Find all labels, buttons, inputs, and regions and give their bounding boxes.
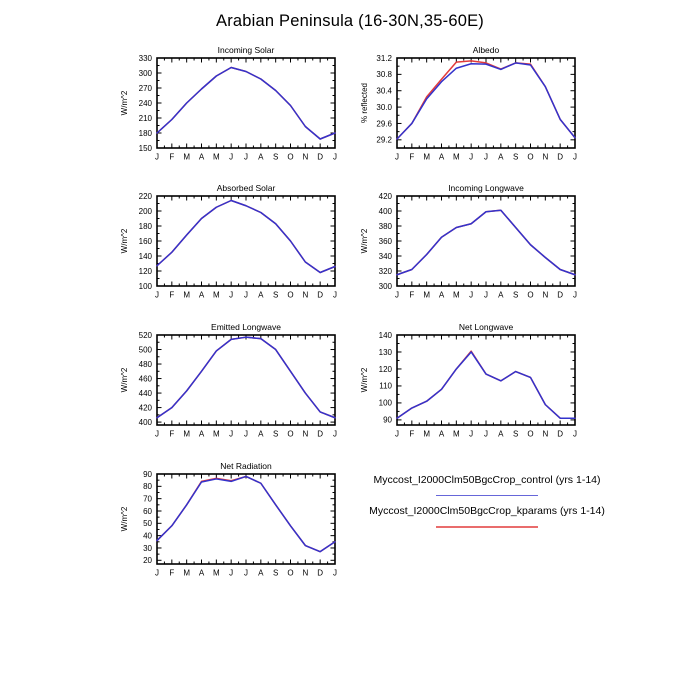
svg-text:360: 360 (378, 236, 392, 246)
svg-text:J: J (395, 152, 399, 162)
svg-text:130: 130 (378, 347, 392, 357)
svg-text:A: A (198, 290, 205, 300)
svg-text:40: 40 (143, 531, 152, 541)
svg-text:J: J (333, 429, 337, 439)
svg-text:W/m^2: W/m^2 (120, 228, 129, 254)
svg-text:420: 420 (378, 191, 392, 201)
svg-text:J: J (484, 152, 488, 162)
svg-text:N: N (302, 429, 309, 439)
svg-text:S: S (272, 152, 279, 162)
legend-label-control: Myccost_I2000Clm50BgcCrop_control (yrs 1-14) (373, 474, 601, 486)
svg-text:240: 240 (138, 98, 152, 108)
svg-text:20: 20 (143, 556, 152, 566)
svg-text:W/m^2: W/m^2 (120, 90, 129, 116)
svg-text:320: 320 (378, 266, 392, 276)
svg-text:J: J (573, 290, 577, 300)
svg-text:30.0: 30.0 (376, 102, 392, 112)
incoming-solar-plot (115, 40, 355, 172)
svg-text:O: O (287, 152, 294, 162)
svg-text:500: 500 (138, 345, 152, 355)
svg-text:M: M (423, 290, 431, 300)
svg-text:J: J (155, 429, 159, 439)
svg-text:N: N (542, 152, 549, 162)
legend (360, 474, 614, 537)
svg-text:A: A (198, 429, 205, 439)
svg-text:S: S (272, 429, 279, 439)
svg-text:460: 460 (138, 374, 152, 384)
svg-text:N: N (542, 290, 549, 300)
svg-text:M: M (212, 568, 220, 578)
svg-text:60: 60 (143, 506, 152, 516)
svg-text:F: F (169, 429, 175, 439)
svg-text:80: 80 (143, 482, 152, 492)
svg-text:S: S (512, 290, 519, 300)
absorbed-solar-plot (115, 178, 355, 310)
svg-text:400: 400 (378, 206, 392, 216)
svg-text:J: J (244, 290, 248, 300)
svg-text:300: 300 (378, 281, 392, 291)
svg-text:M: M (183, 152, 191, 162)
svg-text:J: J (244, 429, 248, 439)
svg-text:% reflected: % reflected (360, 82, 369, 124)
svg-text:270: 270 (138, 83, 152, 93)
svg-text:200: 200 (138, 206, 152, 216)
svg-text:N: N (302, 152, 309, 162)
svg-text:N: N (302, 290, 309, 300)
svg-text:A: A (498, 290, 504, 300)
legend-entry-control (360, 474, 614, 496)
svg-text:30.8: 30.8 (376, 70, 392, 80)
svg-text:220: 220 (138, 191, 152, 201)
svg-text:Emitted Longwave: Emitted Longwave (211, 322, 281, 332)
net-radiation-plot (115, 456, 355, 588)
svg-text:D: D (317, 429, 324, 439)
chart-emitted-longwave (115, 317, 355, 449)
svg-text:Absorbed Solar: Absorbed Solar (216, 183, 276, 193)
chart-absorbed-solar (115, 178, 355, 310)
svg-text:29.2: 29.2 (376, 135, 392, 145)
svg-text:90: 90 (143, 469, 152, 479)
svg-text:140: 140 (138, 251, 152, 261)
svg-text:J: J (229, 152, 234, 162)
svg-text:90: 90 (383, 415, 392, 425)
svg-text:30.4: 30.4 (376, 86, 392, 96)
svg-text:J: J (573, 152, 577, 162)
albedo-plot (355, 40, 595, 172)
net-longwave-plot (355, 317, 595, 449)
svg-text:180: 180 (138, 128, 152, 138)
svg-text:S: S (272, 290, 279, 300)
svg-text:D: D (317, 568, 324, 578)
chart-net-radiation (115, 456, 355, 588)
svg-text:330: 330 (138, 53, 152, 63)
svg-text:A: A (258, 568, 264, 578)
svg-text:J: J (333, 290, 337, 300)
svg-text:J: J (333, 152, 337, 162)
svg-text:Net Longwave: Net Longwave (458, 322, 514, 332)
svg-text:100: 100 (378, 398, 392, 408)
svg-text:A: A (258, 152, 264, 162)
svg-text:A: A (438, 290, 445, 300)
chart-net-longwave (355, 317, 595, 449)
svg-text:S: S (512, 429, 519, 439)
svg-text:N: N (542, 429, 549, 439)
svg-text:A: A (498, 429, 504, 439)
svg-text:M: M (212, 152, 220, 162)
svg-text:O: O (287, 290, 294, 300)
svg-text:M: M (183, 429, 191, 439)
svg-text:F: F (169, 290, 175, 300)
svg-text:W/m^2: W/m^2 (360, 228, 369, 254)
svg-text:F: F (409, 429, 415, 439)
svg-text:180: 180 (138, 221, 152, 231)
svg-text:D: D (317, 290, 324, 300)
svg-text:J: J (333, 568, 337, 578)
svg-text:300: 300 (138, 68, 152, 78)
svg-text:M: M (212, 429, 220, 439)
svg-text:J: J (229, 290, 234, 300)
chart-incoming-longwave (355, 178, 595, 310)
svg-text:O: O (527, 290, 534, 300)
page-title: Arabian Peninsula (16-30N,35-60E) (215, 12, 484, 30)
svg-text:W/m^2: W/m^2 (120, 506, 129, 532)
svg-text:D: D (317, 152, 324, 162)
svg-text:F: F (409, 152, 415, 162)
svg-text:J: J (469, 290, 474, 300)
svg-text:F: F (409, 290, 415, 300)
svg-text:480: 480 (138, 359, 152, 369)
chart-incoming-solar (115, 40, 355, 172)
svg-text:W/m^2: W/m^2 (120, 367, 129, 393)
svg-text:O: O (287, 429, 294, 439)
svg-text:110: 110 (379, 381, 392, 391)
svg-text:Incoming Longwave: Incoming Longwave (448, 183, 524, 193)
svg-text:A: A (198, 568, 205, 578)
svg-text:F: F (169, 152, 175, 162)
svg-text:N: N (302, 568, 309, 578)
svg-text:J: J (469, 152, 474, 162)
svg-text:340: 340 (378, 251, 392, 261)
svg-text:J: J (229, 568, 234, 578)
svg-text:J: J (395, 290, 399, 300)
emitted-longwave-plot (115, 317, 355, 449)
svg-text:M: M (452, 152, 460, 162)
svg-text:Net Radiation: Net Radiation (220, 461, 272, 471)
svg-text:A: A (438, 152, 445, 162)
svg-text:J: J (229, 429, 234, 439)
svg-text:A: A (258, 290, 264, 300)
svg-text:29.6: 29.6 (376, 119, 392, 129)
svg-text:400: 400 (138, 417, 152, 427)
svg-text:30: 30 (143, 543, 152, 553)
svg-text:M: M (423, 429, 431, 439)
svg-text:J: J (395, 429, 399, 439)
svg-text:J: J (244, 152, 248, 162)
svg-text:J: J (155, 568, 159, 578)
svg-text:Incoming Solar: Incoming Solar (217, 45, 275, 55)
svg-text:120: 120 (378, 364, 392, 374)
svg-text:50: 50 (143, 519, 152, 529)
svg-text:M: M (212, 290, 220, 300)
svg-text:440: 440 (138, 388, 152, 398)
svg-text:J: J (469, 429, 474, 439)
legend-line-control-swatch (436, 495, 538, 496)
svg-text:O: O (527, 152, 534, 162)
svg-text:J: J (155, 152, 159, 162)
svg-text:150: 150 (138, 143, 152, 153)
legend-label-kparams: Myccost_I2000Clm50BgcCrop_kparams (yrs 1-14) (369, 505, 605, 518)
chart-albedo (355, 40, 595, 172)
svg-text:J: J (484, 429, 488, 439)
svg-text:A: A (258, 429, 264, 439)
legend-entry-kparams (360, 505, 614, 527)
svg-text:160: 160 (138, 236, 152, 246)
svg-text:140: 140 (378, 330, 392, 340)
svg-text:A: A (498, 152, 504, 162)
svg-text:O: O (527, 429, 534, 439)
svg-text:J: J (155, 290, 159, 300)
svg-text:D: D (557, 290, 564, 300)
svg-text:W/m^2: W/m^2 (360, 367, 369, 393)
svg-text:100: 100 (138, 281, 152, 291)
svg-text:M: M (452, 290, 460, 300)
svg-text:F: F (169, 568, 175, 578)
svg-text:J: J (484, 290, 488, 300)
svg-text:S: S (512, 152, 519, 162)
svg-text:O: O (287, 568, 294, 578)
legend-line-kparams-swatch (436, 526, 538, 527)
svg-text:70: 70 (143, 494, 152, 504)
svg-text:A: A (198, 152, 205, 162)
svg-text:S: S (272, 568, 279, 578)
svg-text:Albedo: Albedo (472, 45, 500, 55)
svg-text:M: M (423, 152, 431, 162)
svg-text:380: 380 (378, 221, 392, 231)
svg-text:M: M (452, 429, 460, 439)
incoming-longwave-plot (355, 178, 595, 310)
svg-text:J: J (573, 429, 577, 439)
svg-text:120: 120 (138, 266, 152, 276)
svg-text:31.2: 31.2 (376, 53, 392, 63)
svg-text:420: 420 (138, 403, 152, 413)
svg-text:D: D (557, 429, 564, 439)
svg-text:M: M (183, 290, 191, 300)
svg-text:D: D (557, 152, 564, 162)
svg-text:J: J (244, 568, 248, 578)
svg-text:A: A (438, 429, 445, 439)
svg-text:M: M (183, 568, 191, 578)
svg-text:210: 210 (138, 113, 152, 123)
svg-text:520: 520 (138, 330, 152, 340)
